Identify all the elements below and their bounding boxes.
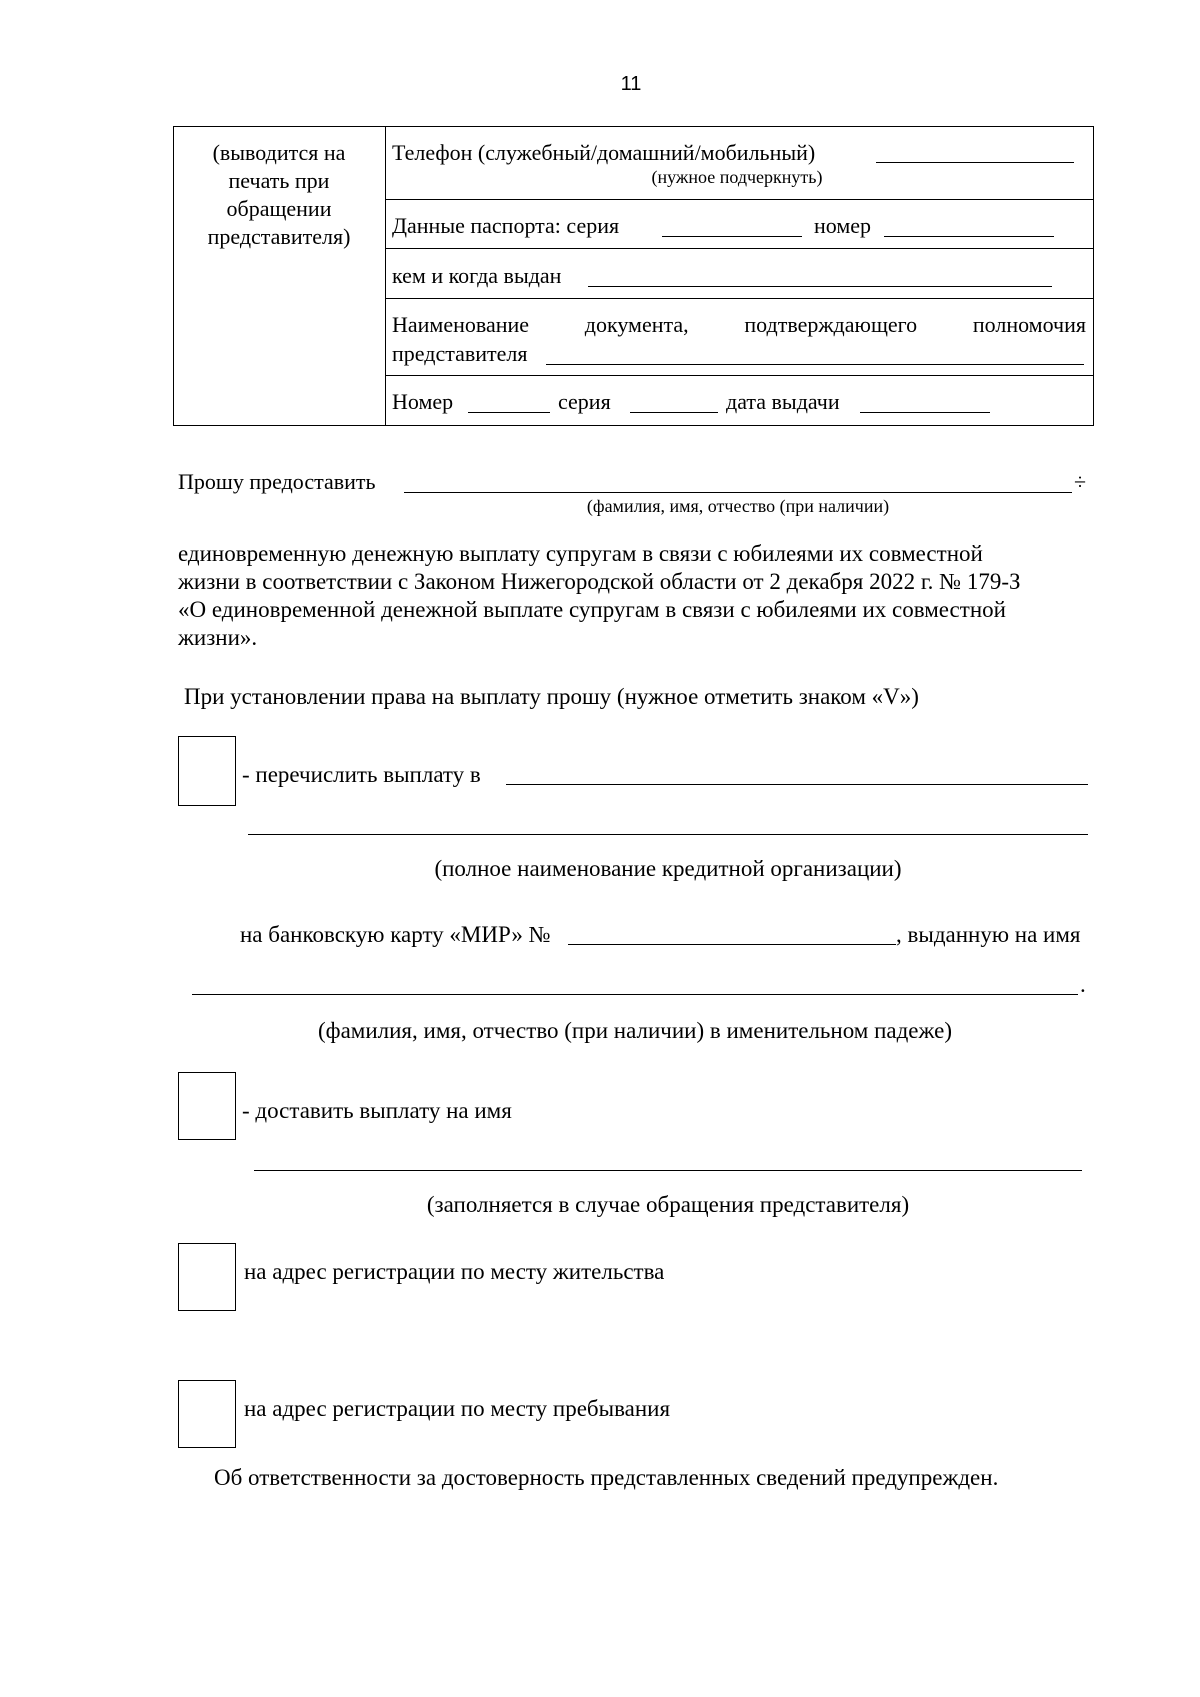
document-series-label: серия (558, 389, 611, 414)
bank-name-hint: (полное наименование кредитной организации) (434, 856, 902, 881)
passport-number-input[interactable] (884, 214, 1054, 237)
authority-document-input[interactable] (546, 342, 1084, 365)
authority-document-word: полномочия (972, 312, 1086, 337)
document-issue-date-label: дата выдачи (726, 389, 840, 414)
deliver-hint: (заполняется в случае обращения представителя) (426, 1192, 910, 1217)
document-number-input[interactable] (468, 390, 550, 413)
representative-note-line: обращении (226, 196, 332, 221)
cardholder-name-hint: (фамилия, имя, отчество (при наличии) в именительном падеже) (318, 1018, 952, 1043)
issued-by-input[interactable] (588, 264, 1052, 287)
authority-document-label-line2: представителя (392, 341, 528, 366)
bank-name-input-continued[interactable] (248, 812, 1088, 835)
transfer-label: - перечислить выплату в (242, 762, 481, 787)
card-label: на банковскую карту «МИР» № (240, 922, 551, 947)
transfer-checkbox[interactable] (178, 736, 236, 806)
issued-by-label: кем и когда выдан (392, 263, 562, 288)
request-label: Прошу предоставить (178, 469, 376, 494)
representative-note-line: представителя) (207, 224, 351, 249)
passport-number-label: номер (814, 213, 872, 238)
card-suffix: , выданную на имя (896, 922, 1081, 947)
deliver-checkbox[interactable] (178, 1072, 236, 1140)
request-end-mark: ÷ (1074, 469, 1087, 494)
phone-label: Телефон (служебный/домашний/мобильный) (392, 140, 816, 165)
representative-note-line: печать при (228, 168, 330, 193)
payment-intro: При установлении права на выплату прошу (нужное отметить знаком «V») (184, 684, 919, 709)
cardholder-name-input[interactable] (192, 972, 1078, 995)
page-number: 11 (620, 73, 642, 95)
liability-warning: Об ответственности за достоверность представленных сведений предупрежден. (214, 1465, 999, 1490)
paragraph-line: «О единовременной денежной выплате супругам в связи с юбилеями их совместной (178, 597, 1006, 622)
request-hint: (фамилия, имя, отчество (при наличии) (586, 496, 890, 516)
authority-document-label (392, 312, 1086, 338)
authority-document-word: документа, (584, 312, 689, 337)
card-number-input[interactable] (568, 922, 896, 945)
passport-series-input[interactable] (662, 214, 802, 237)
phone-input[interactable] (876, 140, 1074, 163)
request-fullname-input[interactable] (404, 470, 1072, 493)
authority-document-word: Наименование (392, 312, 530, 337)
deliver-label: - доставить выплату на имя (242, 1098, 512, 1123)
bank-name-input[interactable] (506, 762, 1088, 785)
document-number-label: Номер (392, 389, 454, 414)
phone-hint: (нужное подчеркнуть) (651, 167, 823, 187)
stay-address-checkbox[interactable] (178, 1380, 236, 1448)
paragraph-line: жизни в соответствии с Законом Нижегородской области от 2 декабря 2022 г. № 179-З (178, 569, 1021, 594)
passport-series-label: Данные паспорта: серия (392, 213, 620, 238)
residence-address-checkbox[interactable] (178, 1243, 236, 1311)
stay-address-label: на адрес регистрации по месту пребывания (244, 1396, 671, 1421)
document-series-input[interactable] (630, 390, 718, 413)
representative-note-line: (выводится на (212, 140, 346, 165)
deliver-name-input[interactable] (254, 1148, 1082, 1171)
document-issue-date-input[interactable] (860, 390, 990, 413)
cardholder-name-end: . (1080, 972, 1086, 997)
residence-address-label: на адрес регистрации по месту жительства (244, 1259, 665, 1284)
paragraph-line: жизни». (178, 625, 258, 650)
paragraph-line: единовременную денежную выплату супругам в связи с юбилеями их совместной (178, 541, 983, 566)
authority-document-word: подтверждающего (744, 312, 918, 337)
